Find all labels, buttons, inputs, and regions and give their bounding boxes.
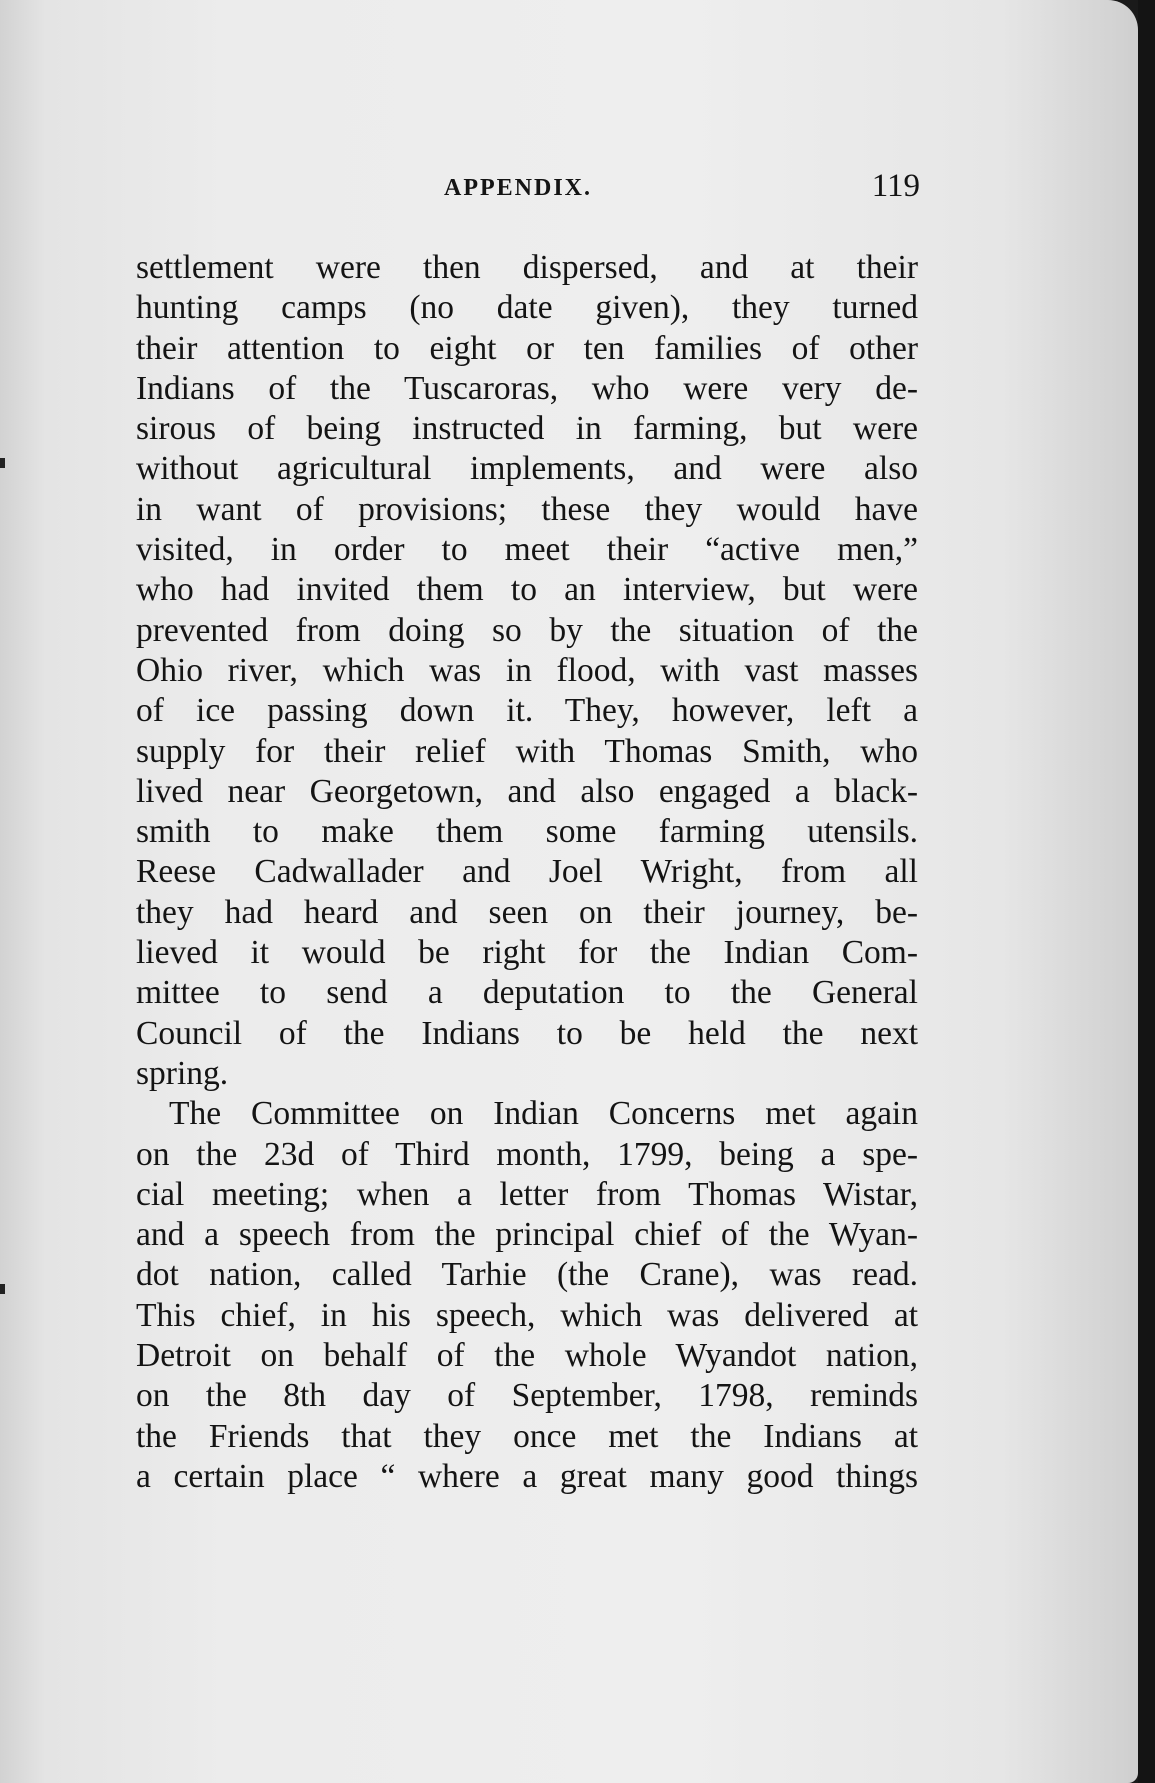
text-line: on the 8th day of September, 1798, reminds — [136, 1377, 918, 1415]
text-line: lived near Georgetown, and also engaged a black- — [136, 772, 918, 810]
text-line: settlement were then dispersed, and at their — [136, 249, 918, 286]
text-line: hunting camps (no date given), they turned — [136, 289, 918, 327]
page-header — [138, 168, 920, 208]
margin-speck — [0, 1284, 5, 1294]
text-line: without agricultural implements, and were also — [136, 450, 918, 488]
text-line: they had heard and seen on their journey, be- — [136, 893, 918, 931]
text-line: the Friends that they once met the Indians at — [136, 1417, 918, 1455]
text-line: dot nation, called Tarhie (the Crane), was read. — [136, 1256, 918, 1294]
text-line: on the 23d of Third month, 1799, being a spe- — [136, 1135, 918, 1173]
text-line: lieved it would be right for the Indian Com- — [136, 934, 918, 972]
text-line: a certain place “ where a great many good things — [136, 1457, 918, 1495]
text-line: prevented from doing so by the situation of the — [136, 611, 918, 649]
text-line: mittee to send a deputation to the General — [136, 974, 918, 1012]
running-head: APPENDIX. — [444, 175, 592, 201]
text-line: sirous of being instructed in farming, but were — [136, 410, 918, 448]
text-line: of ice passing down it. They, however, left a — [136, 692, 918, 730]
page-number: 119 — [871, 168, 920, 204]
text-line: supply for their relief with Thomas Smith, who — [136, 732, 918, 770]
paragraph-start-line: The Committee on Indian Concerns met again — [169, 1095, 918, 1133]
text-line: Detroit on behalf of the whole Wyandot nation, — [136, 1337, 918, 1375]
text-line: in want of provisions; these they would have — [136, 490, 918, 528]
text-line: who had invited them to an interview, but were — [136, 571, 918, 609]
text-line: their attention to eight or ten families of other — [136, 329, 918, 367]
scan-edge — [1138, 0, 1155, 1783]
text-line: Reese Cadwallader and Joel Wright, from all — [136, 853, 918, 891]
text-line: Council of the Indians to be held the next — [136, 1014, 918, 1052]
text-line: Ohio river, which was in flood, with vast masses — [136, 651, 918, 689]
margin-speck — [0, 458, 5, 468]
text-line: smith to make them some farming utensils. — [136, 813, 918, 851]
text-line: and a speech from the principal chief of the Wyan- — [136, 1216, 918, 1254]
text-line: This chief, in his speech, which was delivered at — [136, 1296, 918, 1334]
body-text — [136, 248, 918, 1497]
paragraph-end-line: spring. — [136, 1054, 229, 1092]
text-line: Indians of the Tuscaroras, who were very de- — [136, 369, 918, 407]
text-line: visited, in order to meet their “active men,” — [136, 531, 918, 569]
text-line: cial meeting; when a letter from Thomas Wistar, — [136, 1175, 918, 1213]
